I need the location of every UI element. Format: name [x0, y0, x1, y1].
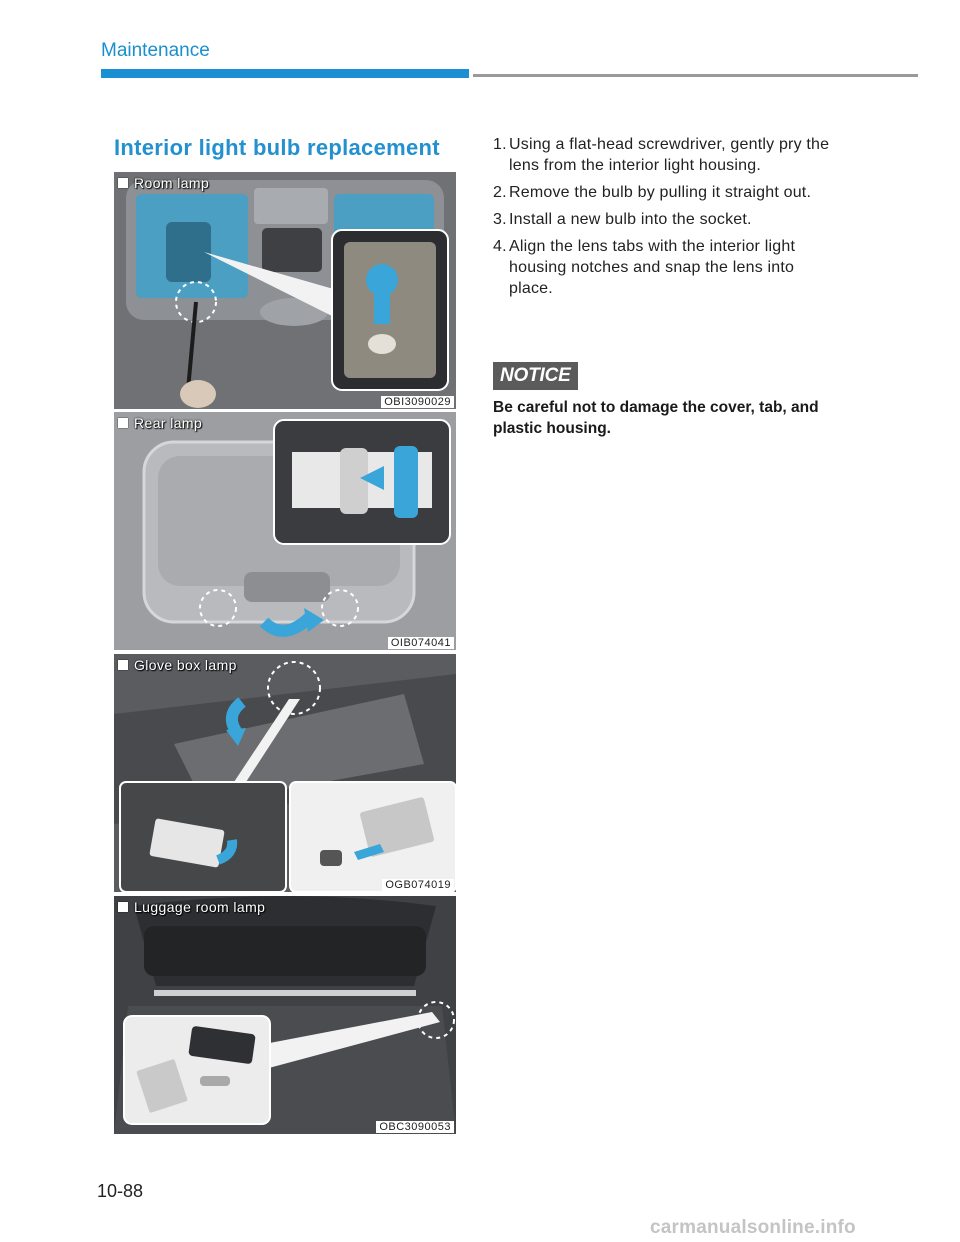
step-item: [493, 236, 838, 299]
figure-label: Room lamp: [118, 175, 209, 191]
rear-lamp-illustration: [114, 412, 456, 650]
step-number: 4.: [493, 238, 507, 255]
figure-code: OBC3090053: [376, 1121, 454, 1133]
section-title: Maintenance: [101, 40, 210, 61]
step-text: Remove the bulb by pulling it straight out.: [509, 184, 812, 201]
page-heading: Interior light bulb replacement: [114, 135, 440, 160]
bullet-square-icon: [118, 418, 128, 428]
step-number: 2.: [493, 184, 507, 201]
page-number: 10-88: [97, 1181, 144, 1201]
step-text: Align the lens tabs with the interior light housing notches and snap the lens into place.: [509, 238, 796, 297]
bullet-square-icon: [118, 178, 128, 188]
figure-code: OGB074019: [382, 879, 454, 891]
step-text: Install a new bulb into the socket.: [509, 211, 752, 228]
luggage-room-lamp-illustration: [114, 896, 456, 1134]
glove-box-lamp-illustration: [114, 654, 456, 892]
step-item: [493, 182, 838, 203]
figure-label: Glove box lamp: [118, 657, 237, 673]
figure-label: Luggage room lamp: [118, 899, 265, 915]
step-item: [493, 134, 838, 176]
instruction-steps: [493, 134, 838, 305]
figure-code: OIB074041: [388, 637, 454, 649]
figure-glove-box-lamp: [114, 654, 456, 892]
bullet-square-icon: [118, 902, 128, 912]
figure-room-lamp: [114, 172, 456, 409]
room-lamp-illustration: [114, 172, 456, 409]
header-rule: [473, 74, 918, 77]
watermark[interactable]: carmanualsonline.info: [650, 1217, 856, 1238]
step-number: 1.: [493, 136, 507, 153]
step-number: 3.: [493, 211, 507, 228]
figure-code: OBI3090029: [381, 396, 454, 408]
figure-label: Rear lamp: [118, 415, 202, 431]
header-rule-accent: [101, 69, 469, 78]
figure-rear-lamp: [114, 412, 456, 650]
notice-badge: NOTICE: [493, 362, 578, 390]
step-item: [493, 209, 838, 230]
figure-luggage-room-lamp: [114, 896, 456, 1134]
step-text: Using a flat-head screwdriver, gently pry the lens from the interior light housing.: [509, 136, 830, 174]
bullet-square-icon: [118, 660, 128, 670]
notice-text: Be careful not to damage the cover, tab, and plastic housing.: [493, 399, 819, 437]
